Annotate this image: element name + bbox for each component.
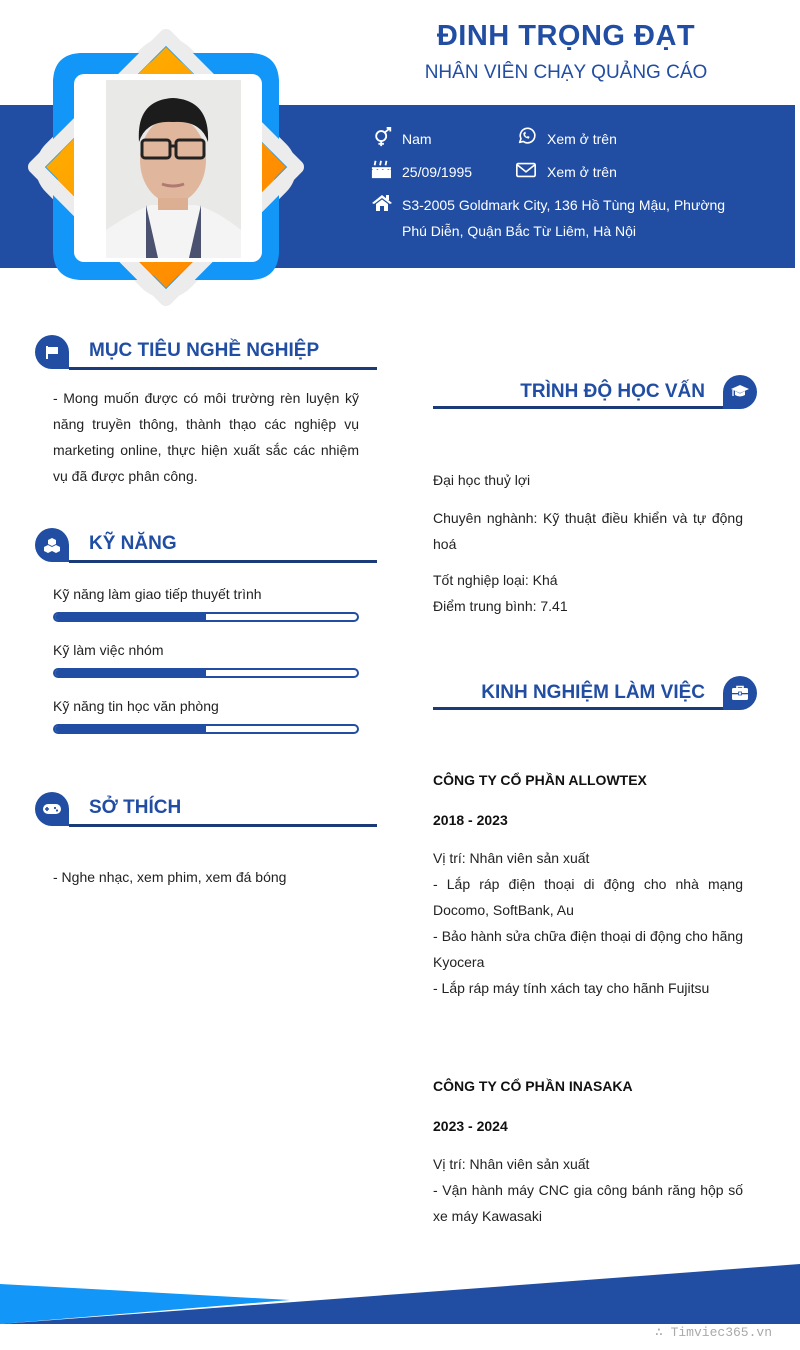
job-line: xe máy Kawasaki [433, 1208, 542, 1224]
objective-badge [35, 335, 69, 369]
objective-underline [69, 367, 377, 370]
objective-text: - Mong muốn được có môi trường rèn luyện kỹ năng truyền thông, thành thạo các nghiệp vụ marketing online, thực hiện xuất sắc các nhiệm vụ đã được phân công. [53, 390, 359, 484]
envelope-icon [515, 160, 537, 180]
skill-bar [53, 724, 359, 734]
whatsapp-phone-icon [515, 126, 537, 146]
gamepad-icon [42, 802, 62, 816]
skills-badge [35, 528, 69, 562]
gender-icon [372, 127, 394, 147]
email-value: Xem ở trên [547, 164, 617, 180]
job-company: CÔNG TY CỔ PHẦN INASAKA [433, 1078, 633, 1094]
education-underline [433, 406, 723, 409]
experience-underline [433, 707, 723, 710]
skill-bar-fill [55, 670, 206, 676]
job-line: Docomo, SoftBank, Au [433, 902, 574, 918]
gender-value: Nam [402, 131, 432, 147]
objective-title: MỤC TIÊU NGHỀ NGHIỆP [89, 340, 320, 361]
job-line: - Bảo hành sửa chữa điện thoại di động cho hãng [433, 928, 743, 944]
skills-title: KỸ NĂNG [89, 533, 177, 554]
skill-label: Kỹ năng tin học văn phòng [53, 698, 219, 714]
contact-info [0, 0, 800, 270]
education-major-line1: Chuyên nghành: Kỹ thuật điều khiển và tự động [433, 510, 743, 526]
graduation-cap-icon [730, 384, 750, 400]
cubes-icon [43, 537, 61, 553]
footer-decoration [0, 1260, 800, 1325]
job-line: - Vận hành máy CNC gia công bánh răng hộp số [433, 1182, 743, 1198]
skill-label: Kỹ làm việc nhóm [53, 642, 164, 658]
job-line: - Lắp ráp điện thoại di động cho nhà mạng [433, 876, 743, 892]
job-period: 2018 - 2023 [433, 812, 508, 828]
address-line-1: S3-2005 Goldmark City, 136 Hồ Tùng Mậu, Phường [402, 197, 726, 213]
skill-bar-fill [55, 726, 206, 732]
hobbies-text: - Nghe nhạc, xem phim, xem đá bóng [53, 869, 287, 885]
candidate-name: ĐINH TRỌNG ĐẠT [436, 20, 696, 52]
hobbies-underline [69, 824, 377, 827]
briefcase-icon [731, 685, 749, 701]
job-company: CÔNG TY CỔ PHẦN ALLOWTEX [433, 772, 647, 788]
job-line: Kyocera [433, 954, 485, 970]
experience-badge [723, 676, 757, 710]
skills-underline [69, 560, 377, 563]
education-gpa: Điểm trung bình: 7.41 [433, 598, 568, 614]
phone-value: Xem ở trên [547, 131, 617, 147]
job-line: Vị trí: Nhân viên sản xuất [433, 1156, 590, 1172]
job-period: 2023 - 2024 [433, 1118, 508, 1134]
job-line: - Lắp ráp máy tính xách tay cho hãnh Fujitsu [433, 980, 710, 996]
home-icon [371, 193, 393, 213]
education-title: TRÌNH ĐỘ HỌC VẤN [520, 381, 705, 402]
education-grade: Tốt nghiệp loại: Khá [433, 572, 558, 588]
education-badge [723, 375, 757, 409]
flag-icon [44, 344, 60, 360]
birthday-cake-icon [370, 159, 392, 179]
birthday-value: 25/09/1995 [402, 164, 473, 180]
education-school: Đại học thuỷ lợi [433, 472, 531, 488]
address-line-2: Phú Diễn, Quận Bắc Từ Liêm, Hà Nội [402, 223, 637, 239]
skill-label: Kỹ năng làm giao tiếp thuyết trình [53, 586, 262, 602]
hobbies-badge [35, 792, 69, 826]
skill-bar [53, 612, 359, 622]
experience-title: KINH NGHIỆM LÀM VIỆC [481, 682, 705, 703]
job-line: Vị trí: Nhân viên sản xuất [433, 850, 590, 866]
job-title: NHÂN VIÊN CHẠY QUẢNG CÁO [424, 62, 708, 83]
hobbies-title: SỞ THÍCH [89, 797, 182, 818]
watermark: ∴ Timviec365.vn [654, 1325, 772, 1340]
education-major-line2: hoá [433, 536, 457, 552]
skill-bar-fill [55, 614, 206, 620]
skill-bar [53, 668, 359, 678]
